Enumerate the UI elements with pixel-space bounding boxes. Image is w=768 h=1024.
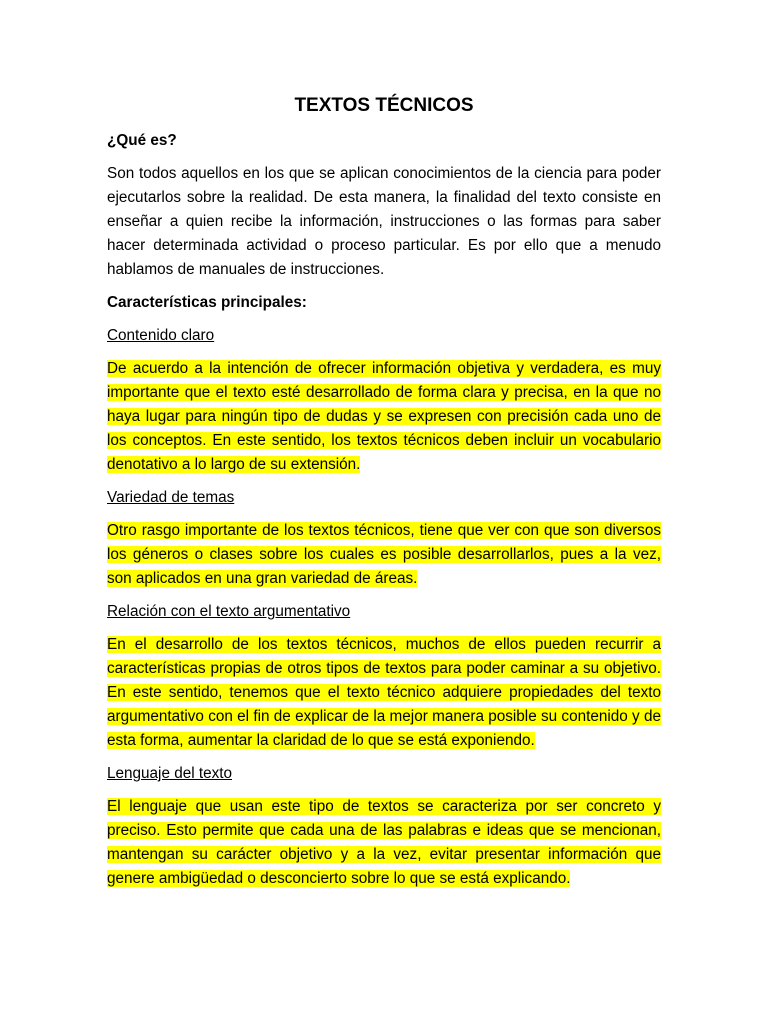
section-paragraph-lenguaje-del-texto bbox=[107, 795, 661, 891]
section-paragraph-variedad-de-temas bbox=[107, 519, 661, 591]
highlighted-text: De acuerdo a la intención de ofrecer información objetiva y verdadera, es muy importante que el texto esté desarrollado de forma clara y precisa, en la que no haya lugar para ningún tipo de dudas y se expresen con precisión cada uno de los conceptos. En este sentido, los textos técnicos deben incluir un vocabulario denotativo a lo largo de su extensión. bbox=[107, 360, 661, 473]
intro-paragraph: Son todos aquellos en los que se aplican conocimientos de la ciencia para poder ejecutarlos sobre la realidad. De esta manera, la finalidad del texto consiste en enseñar a quien recibe la información, instrucciones o las formas para saber hacer determinada actividad o proceso particular. Es por ello que a menudo hablamos de manuales de instrucciones. bbox=[107, 165, 661, 278]
document-body bbox=[107, 92, 661, 900]
features-heading: Características principales: bbox=[107, 294, 307, 311]
question-heading: ¿Qué es? bbox=[107, 132, 177, 149]
document-title: TEXTOS TÉCNICOS bbox=[294, 95, 474, 116]
highlighted-text: En el desarrollo de los textos técnicos, muchos de ellos pueden recurrir a características propias de otros tipos de textos para poder caminar a su objetivo. En este sentido, tenemos que el texto técnico adquiere propiedades del texto argumentativo con el fin de explicar de la mejor manera posible su contenido y de esta forma, aumentar la claridad de lo que se está exponiendo. bbox=[107, 636, 661, 749]
highlighted-text: El lenguaje que usan este tipo de textos se caracteriza por ser concreto y preciso. Esto permite que cada una de las palabras e ideas que se mencionan, mantengan su carácter objetivo y a la vez, evitar presentar información que genere ambigüedad o desconcierto sobre lo que se está explicando. bbox=[107, 798, 661, 887]
section-subheading-variedad-de-temas: Variedad de temas bbox=[107, 489, 235, 506]
section-paragraph-contenido-claro bbox=[107, 357, 661, 477]
section-paragraph-relacion-argumentativo bbox=[107, 633, 661, 753]
highlighted-text: Otro rasgo importante de los textos técnicos, tiene que ver con que son diversos los géneros o clases sobre los cuales es posible desarrollarlos, pues a la vez, son aplicados en una gran variedad de áreas. bbox=[107, 522, 661, 587]
section-subheading-relacion-argumentativo: Relación con el texto argumentativo bbox=[107, 603, 351, 620]
section-subheading-lenguaje-del-texto: Lenguaje del texto bbox=[107, 765, 233, 782]
section-subheading-contenido-claro: Contenido claro bbox=[107, 327, 215, 344]
